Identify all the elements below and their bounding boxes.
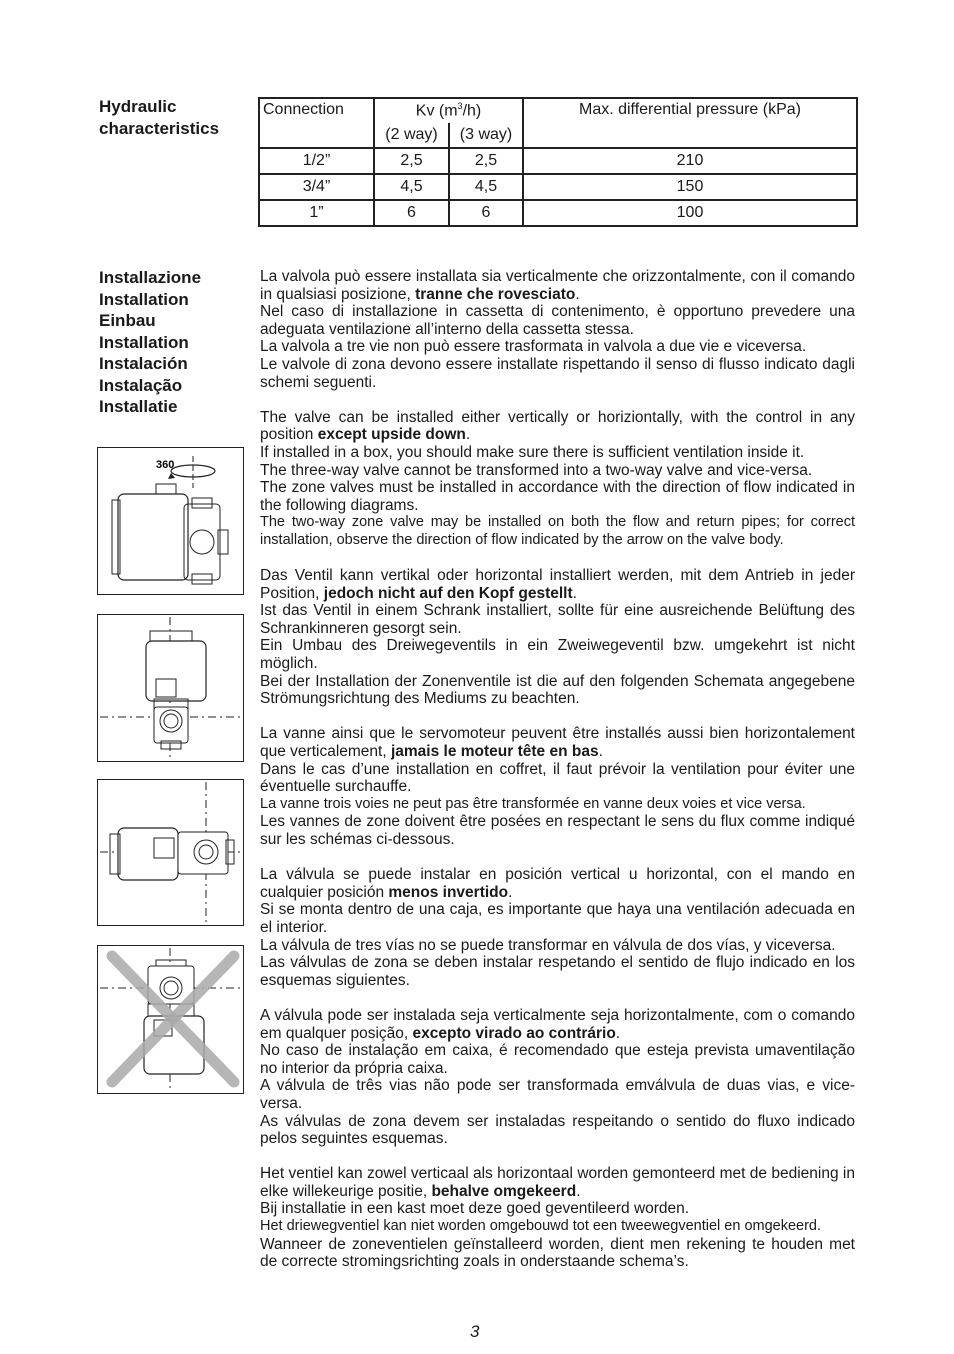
heading-pt: Instalação bbox=[99, 375, 183, 395]
fr-line2: Dans le cas d’une installation en coffret, il faut prévoir la ventilation pour éviter une éventuelle surchauffe. bbox=[260, 760, 855, 796]
paragraph-en bbox=[260, 409, 855, 550]
es-line4: Las válvulas de zona se deben instalar respetando el sentido de flujo indicado en los esquemas siguientes. bbox=[260, 954, 855, 989]
paragraph-fr bbox=[260, 725, 855, 848]
heading-de: Einbau bbox=[99, 311, 156, 330]
paragraph-es bbox=[260, 866, 855, 989]
fr-line3: La vanne trois voies ne peut pas être transformée en vanne deux voies et vice versa. bbox=[260, 795, 806, 812]
es-line1: La válvula se puede instalar en posición vertical u horizontal, con el mando en cualquier posición menos invertido. bbox=[260, 866, 855, 901]
it-line3: La valvola a tre vie non può essere trasformata in valvola a due vie e viceversa. bbox=[260, 338, 807, 356]
cell-kv2: 4,5 bbox=[374, 174, 449, 200]
paragraph-pt bbox=[260, 1007, 855, 1148]
cell-maxdp: 150 bbox=[523, 174, 857, 200]
col-3way-header: (3 way) bbox=[449, 123, 523, 148]
pt-line1: A válvula pode ser instalada seja verticalmente seja horizontalmente, com o comando em qualquer posição, excepto virado ao contrário. bbox=[260, 1006, 855, 1042]
col-connection-header: Connection bbox=[259, 98, 374, 148]
cell-kv3: 2,5 bbox=[449, 148, 523, 174]
valve-upright-diagram bbox=[98, 615, 243, 760]
nl-line4: Wanneer de zoneventielen geïnstalleerd worden, dient men rekening te houden met de correcte stromingsrichting zoals in onderstaande schema’s. bbox=[260, 1235, 855, 1271]
nl-line3: Het driewegventiel kan niet worden omgebouwd tot een tweewegventiel en omgekeerd. bbox=[260, 1218, 822, 1235]
cell-kv2: 2,5 bbox=[374, 148, 449, 174]
paragraph-it bbox=[260, 268, 855, 391]
cell-kv3: 6 bbox=[449, 200, 523, 226]
cell-connection: 1” bbox=[259, 200, 374, 226]
en-line2: If installed in a box, you should make sure there is sufficient ventilation inside it. bbox=[260, 443, 805, 461]
pt-line2: No caso de instalação em caixa, é recomendado que esteja prevista umaventilação no interior da própria caixa. bbox=[260, 1042, 855, 1077]
es-line3: La válvula de tres vías no se puede transformar en válvula de dos vías, y viceversa. bbox=[260, 936, 836, 954]
it-line2: Nel caso di installazione in cassetta di contenimento, è opportuno prevedere una adeguata ventilazione all’interno della cassetta stessa. bbox=[260, 303, 855, 338]
en-line5: The two-way zone valve may be installed on both the flow and return pipes; for correct installation, observe the direction of flow indicated by the arrow on the valve body. bbox=[260, 514, 855, 548]
cell-connection: 1/2” bbox=[259, 148, 374, 174]
paragraph-nl bbox=[260, 1165, 855, 1271]
valve-horizontal-diagram bbox=[98, 780, 243, 925]
fr-line4: Les vannes de zone doivent être posées en respectant le sens du flux comme indiqué sur les schémas ci-dessous. bbox=[260, 813, 855, 848]
de-line1: Das Ventil kann vertikal oder horizontal installiert werden, mit dem Antrieb in jeder Position, jedoch nicht auf den Kopf gestellt. bbox=[260, 567, 855, 602]
cell-connection: 3/4” bbox=[259, 174, 374, 200]
hydraulic-heading-line1: Hydraulic bbox=[99, 97, 177, 116]
figure-upside-down-forbidden bbox=[97, 945, 244, 1094]
table-row bbox=[259, 174, 857, 200]
pt-line3: A válvula de três vias não pode ser transformada emválvula de duas vias, e vice-versa. bbox=[260, 1077, 855, 1112]
cell-maxdp: 100 bbox=[523, 200, 857, 226]
nl-line1: Het ventiel kan zowel verticaal als horizontaal worden gemonteerd met de bediening in elke willekeurige positie, behalve omgekeerd. bbox=[260, 1165, 855, 1200]
fr-line1: La vanne ainsi que le servomoteur peuvent être installés aussi bien horizontalement que verticalement, jamais le moteur tête en bas. bbox=[260, 725, 855, 761]
de-line2: Ist das Ventil in einem Schrank installiert, sollte für eine ausreichende Belüftung des Schrankinneren gesorgt sein. bbox=[260, 602, 855, 637]
installation-text bbox=[260, 268, 855, 1288]
en-line3: The three-way valve cannot be transformed into a two-way valve and vice-versa. bbox=[260, 461, 813, 479]
hydraulic-heading bbox=[99, 96, 259, 139]
installation-headings bbox=[99, 267, 201, 418]
col-maxdp-header: Max. differential pressure (kPa) bbox=[523, 98, 857, 148]
rotation-label: 360 bbox=[156, 459, 175, 471]
heading-nl: Installatie bbox=[99, 397, 178, 416]
nl-line2: Bij installatie in een kast moet deze goed geventileerd worden. bbox=[260, 1200, 690, 1218]
hydraulic-heading-line2: characteristics bbox=[99, 118, 220, 138]
figure-vertical-upright bbox=[97, 614, 244, 762]
it-line1: La valvola può essere installata sia verticalmente che orizzontalmente, con il comando in qualsiasi posizione, tranne che rovesciato. bbox=[260, 268, 855, 303]
heading-en: Installation bbox=[99, 289, 189, 309]
hydraulic-table bbox=[258, 97, 858, 227]
col-kv-header: Kv $(m^3/h)$ bbox=[374, 98, 523, 123]
cell-kv3: 4,5 bbox=[449, 174, 523, 200]
table-row bbox=[259, 200, 857, 226]
de-line4: Bei der Installation der Zonenventile ist die auf den folgenden Schemata angegebene Strömungsrichtung des Mediums zu beachten. bbox=[260, 672, 855, 708]
heading-es: Instalación bbox=[99, 354, 188, 373]
figure-horizontal bbox=[97, 779, 244, 926]
de-line3: Ein Umbau des Dreiwegeventils in ein Zweiwegeventil bzw. umgekehrt ist nicht möglich. bbox=[260, 637, 855, 673]
heading-it: Installazione bbox=[99, 268, 202, 287]
cell-maxdp: 210 bbox=[523, 148, 857, 174]
en-line4: The zone valves must be installed in accordance with the direction of flow indicated in the following diagrams. bbox=[260, 479, 855, 514]
cell-kv2: 6 bbox=[374, 200, 449, 226]
heading-fr: Installation bbox=[99, 332, 189, 352]
es-line2: Si se monta dentro de una caja, es importante que haya una ventilación adecuada en el interior. bbox=[260, 901, 855, 936]
figure-vertical-rotation bbox=[97, 447, 244, 595]
it-line4: Le valvole di zona devono essere installate rispettando il senso di flusso indicato dagli schemi seguenti. bbox=[260, 355, 855, 391]
paragraph-de bbox=[260, 567, 855, 708]
valve-upside-down-diagram bbox=[98, 946, 243, 1093]
table-row bbox=[259, 148, 857, 174]
col-2way-header: (2 way) bbox=[374, 123, 449, 148]
en-line1: The valve can be installed either vertically or horiziontally, with the control in any position except upside down. bbox=[260, 408, 855, 444]
valve-rotation-diagram bbox=[98, 448, 243, 593]
pt-line4: As válvulas de zona devem ser instaladas respeitando o sentido do fluxo indicado pelos seguintes esquemas. bbox=[260, 1112, 855, 1148]
page-number: 3 bbox=[470, 1322, 480, 1341]
